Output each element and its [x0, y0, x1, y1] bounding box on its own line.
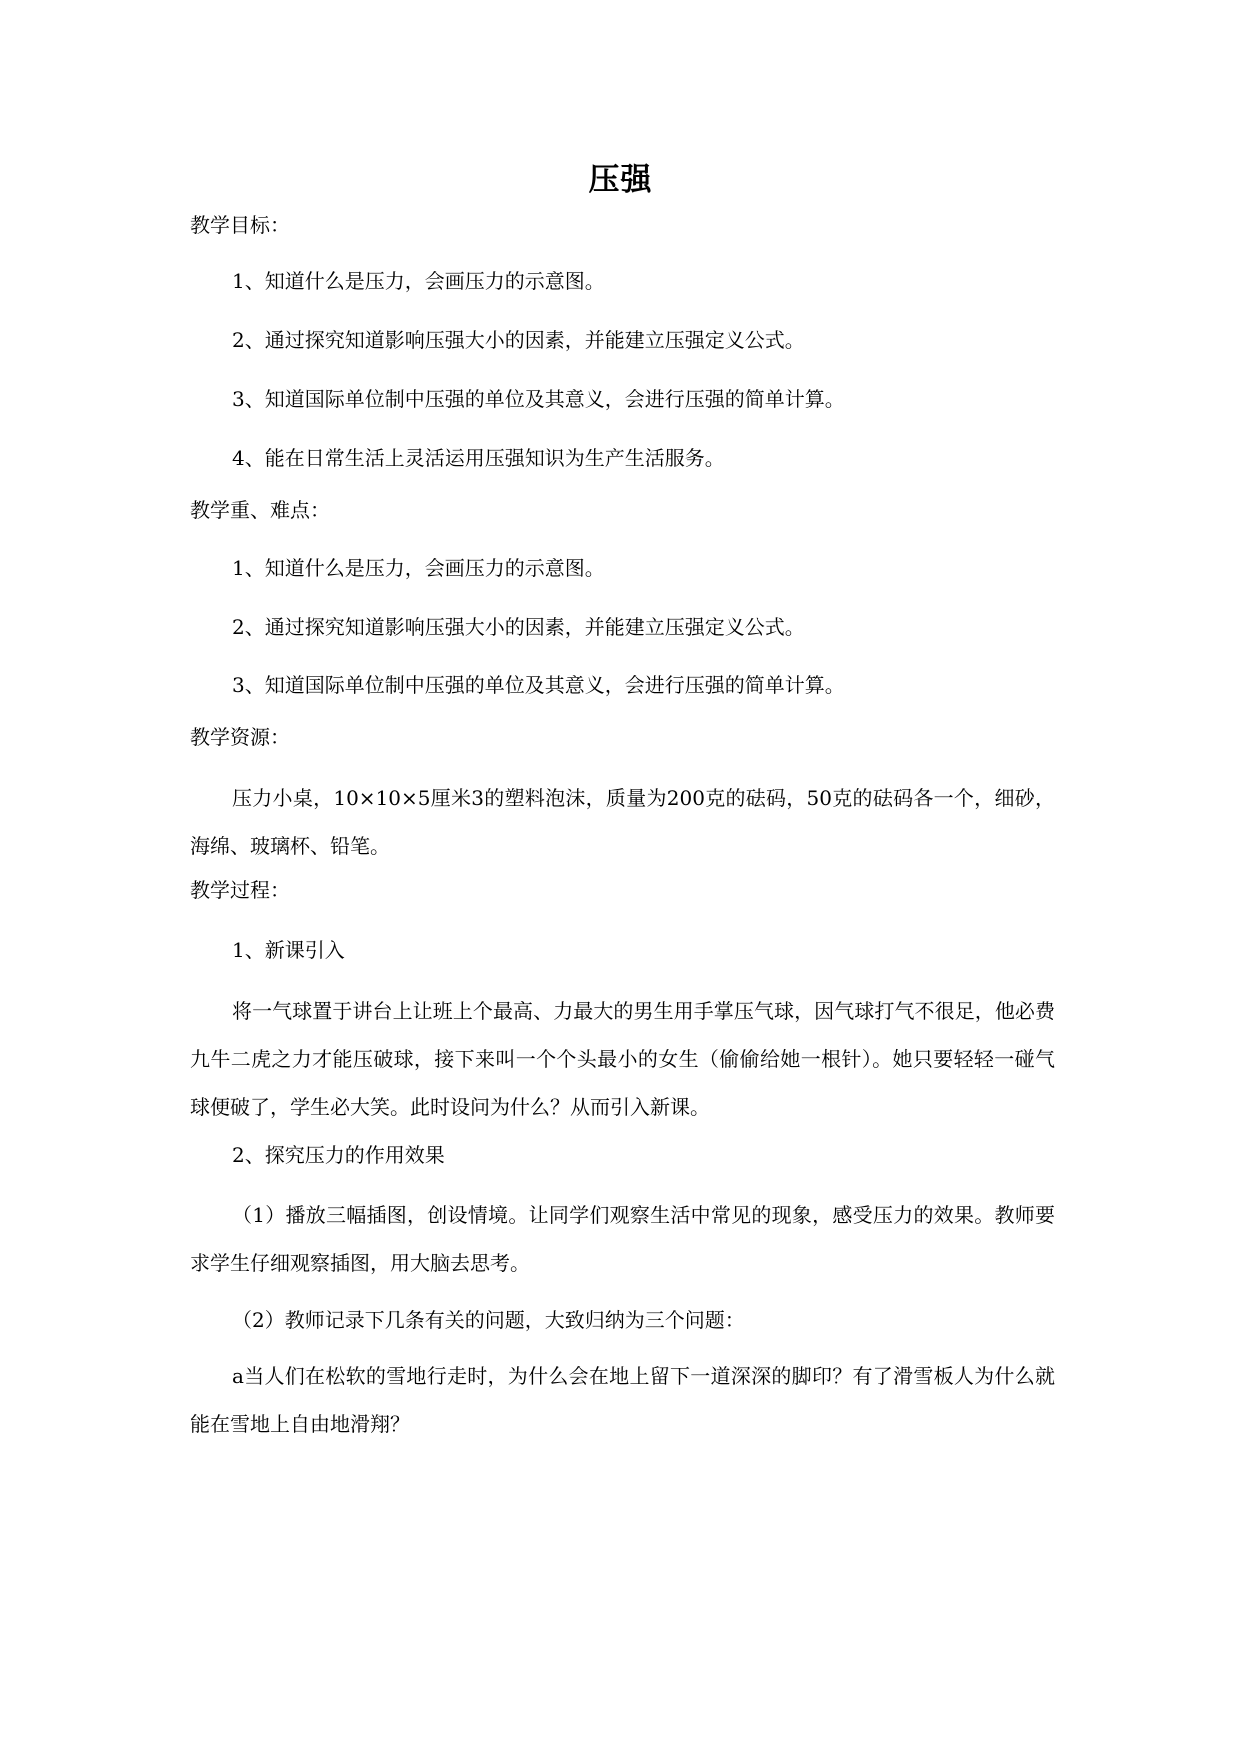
section-heading-key-points: 教学重、难点：: [190, 498, 330, 522]
section-heading-process: 教学过程：: [190, 878, 290, 902]
resources-paragraph: 压力小桌，10×10×5厘米3的塑料泡沫，质量为200克的砝码，50克的砝码各一个，细砂，海绵、玻璃杯、铅笔。: [190, 786, 1055, 858]
key-point-item-2: 2、通过探究知道影响压强大小的因素，并能建立压强定义公式。: [232, 615, 805, 639]
question-a-paragraph: a当人们在松软的雪地行走时，为什么会在地上留下一道深深的脚印？有了滑雪板人为什么就能在雪地上自由地滑翔？: [190, 1364, 1055, 1436]
objective-item-2: 2、通过探究知道影响压强大小的因素，并能建立压强定义公式。: [232, 328, 805, 352]
objective-item-3: 3、知道国际单位制中压强的单位及其意义，会进行压强的简单计算。: [232, 387, 845, 411]
key-point-item-3: 3、知道国际单位制中压强的单位及其意义，会进行压强的简单计算。: [232, 673, 845, 697]
process-step-2-paragraph-2: （2）教师记录下几条有关的问题，大致归纳为三个问题：: [232, 1308, 745, 1332]
process-step-1-paragraph: 将一气球置于讲台上让班上个最高、力最大的男生用手掌压气球，因气球打气不很足，他必费九牛二虎之力才能压破球，接下来叫一个个头最小的女生（偷偷给她一根针）。她只要轻轻一碰气球便破了，学生必大笑。此时设问为什么？从而引入新课。: [190, 999, 1055, 1119]
process-step-2-heading: 2、探究压力的作用效果: [232, 1143, 445, 1167]
section-heading-objectives: 教学目标：: [190, 213, 290, 237]
page-title: 压强: [588, 162, 653, 198]
objective-item-4: 4、能在日常生活上灵活运用压强知识为生产生活服务。: [232, 446, 725, 470]
process-step-2-paragraph-1: （1）播放三幅插图，创设情境。让同学们观察生活中常见的现象，感受压力的效果。教师要求学生仔细观察插图，用大脑去思考。: [190, 1203, 1055, 1275]
key-point-item-1: 1、知道什么是压力，会画压力的示意图。: [232, 556, 605, 580]
objective-item-1: 1、知道什么是压力，会画压力的示意图。: [232, 269, 605, 293]
process-step-1-heading: 1、新课引入: [232, 938, 345, 962]
section-heading-resources: 教学资源：: [190, 725, 290, 749]
